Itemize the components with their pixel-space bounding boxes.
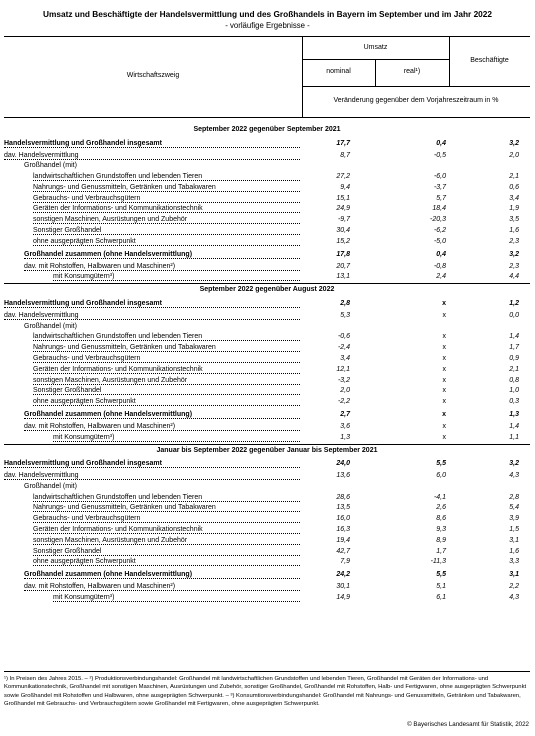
employees-value: 2,8 — [509, 493, 519, 501]
nominal-value: 13,1 — [336, 273, 350, 281]
row-label: dav. Handelsvermittlung — [4, 471, 300, 480]
row-label: mit Konsumgütern³) — [53, 593, 300, 602]
nominal-value: 28,6 — [336, 493, 350, 501]
nominal-value: 17,7 — [336, 139, 350, 147]
nominal-value: 1,3 — [340, 433, 350, 441]
employees-value: 0,6 — [509, 183, 519, 191]
nominal-value: 2,0 — [340, 387, 350, 395]
table-row — [4, 226, 530, 237]
table-row — [4, 525, 530, 536]
table-row — [4, 237, 530, 248]
real-value: -20,3 — [430, 216, 446, 224]
nominal-value: 15,2 — [336, 237, 350, 245]
real-value: x — [442, 410, 446, 418]
real-value: 5,7 — [436, 194, 446, 202]
row-label: dav. mit Rohstoffen, Halbwaren und Maschinen²) — [24, 582, 300, 591]
real-value: x — [442, 365, 446, 373]
row-label: Handelsvermittlung und Großhandel insgesamt — [4, 457, 300, 468]
row-label: dav. Handelsvermittlung — [4, 311, 300, 320]
table-row — [4, 183, 530, 194]
real-value: x — [442, 299, 446, 307]
row-label: Nahrungs- und Genussmitteln, Getränken und Tabakwaren — [33, 503, 300, 512]
nominal-value: 8,7 — [340, 151, 350, 159]
row-label: Großhandel zusammen (ohne Handelsvermittlung) — [24, 408, 300, 419]
employees-value: 0,9 — [509, 354, 519, 362]
employees-value: 1,6 — [509, 547, 519, 555]
table-row — [4, 365, 530, 376]
nominal-value: -9,7 — [337, 216, 350, 224]
row-label: Nahrungs- und Genussmitteln, Getränken und Tabakwaren — [33, 183, 300, 192]
table-row — [4, 172, 530, 183]
employees-value: 1,3 — [509, 410, 519, 418]
table-row — [4, 204, 530, 215]
employees-value: 2,3 — [509, 237, 519, 245]
table-row — [4, 332, 530, 343]
real-value: 6,0 — [436, 472, 446, 480]
nominal-value: 14,9 — [336, 594, 350, 601]
nominal-value: 15,1 — [336, 194, 350, 202]
table-row — [4, 297, 530, 311]
row-label: sonstigen Maschinen, Ausrüstungen und Zubehör — [33, 536, 300, 545]
real-value: 6,1 — [436, 594, 446, 601]
nominal-value: 24,2 — [336, 571, 350, 579]
table-row — [4, 408, 530, 422]
employees-value: 3,2 — [509, 139, 519, 147]
table-row — [4, 397, 530, 408]
employees-value: 4,3 — [509, 472, 519, 480]
nominal-value: 30,4 — [336, 227, 350, 235]
nominal-value: 19,4 — [336, 536, 350, 544]
nominal-value: 20,7 — [336, 262, 350, 270]
real-value: 5,5 — [436, 571, 446, 579]
copyright: © Bayerisches Landesamt für Statistik, 2022 — [407, 721, 529, 728]
page-subtitle: - vorläufige Ergebnisse - — [225, 21, 310, 30]
real-value: -6,2 — [433, 227, 446, 235]
nominal-value: 27,2 — [336, 173, 350, 181]
nominal-value: 24,9 — [336, 205, 350, 213]
real-value: x — [442, 311, 446, 319]
nominal-value: 13,5 — [336, 504, 350, 512]
table-row — [4, 557, 530, 568]
real-value: x — [442, 387, 446, 395]
nominal-value: 17,8 — [336, 250, 350, 258]
nominal-value: 24,0 — [336, 460, 350, 468]
table-row — [4, 482, 530, 493]
employees-value: 1,5 — [509, 526, 519, 534]
table-row — [4, 311, 530, 322]
real-value: x — [442, 333, 446, 341]
nominal-value: 3,4 — [340, 354, 350, 362]
row-label: landwirtschaftlichen Grundstoffen und lebenden Tieren — [33, 493, 300, 502]
table-row — [4, 215, 530, 226]
row-label: Großhandel (mit) — [24, 482, 77, 490]
real-value: x — [442, 433, 446, 441]
nominal-value: 9,4 — [340, 183, 350, 191]
real-value: -4,1 — [433, 493, 446, 501]
real-value: 2,4 — [436, 273, 446, 281]
employees-value: 3,4 — [509, 194, 519, 202]
real-value: 5,5 — [436, 460, 446, 468]
table-row — [4, 503, 530, 514]
row-label: Großhandel zusammen (ohne Handelsvermittlung) — [24, 248, 300, 259]
real-value: 0,4 — [436, 139, 446, 147]
row-label: Großhandel (mit) — [24, 322, 77, 330]
table-row — [4, 354, 530, 365]
employees-value: 3,1 — [509, 536, 519, 544]
table-row — [4, 536, 530, 547]
table-row — [4, 568, 530, 582]
section-title: September 2022 gegenüber September 2021 — [193, 126, 341, 133]
row-label: Gebrauchs- und Verbrauchsgütern — [33, 354, 300, 363]
row-label: landwirtschaftlichen Grundstoffen und lebenden Tieren — [33, 172, 300, 181]
employees-value: 3,5 — [509, 216, 519, 224]
employees-value: 0,0 — [509, 311, 519, 319]
real-value: -0,8 — [433, 262, 446, 270]
nominal-value: 13,6 — [336, 472, 350, 480]
employees-value: 0,3 — [509, 398, 519, 406]
header-veraenderung: Veränderung gegenüber dem Vorjahreszeitraum in % — [333, 97, 499, 104]
employees-value: 1,4 — [509, 422, 519, 430]
row-label: sonstigen Maschinen, Ausrüstungen und Zubehör — [33, 215, 300, 224]
header-beschaeftigte: Beschäftigte — [470, 57, 509, 64]
row-label: Nahrungs- und Genussmitteln, Getränken und Tabakwaren — [33, 343, 300, 352]
nominal-value: -3,2 — [337, 376, 350, 384]
nominal-value: 16,3 — [336, 526, 350, 534]
row-label: Geräten der Informations- und Kommunikationstechnik — [33, 525, 300, 534]
row-label: Handelsvermittlung und Großhandel insgesamt — [4, 137, 300, 148]
real-value: x — [442, 354, 446, 362]
real-value: 0,4 — [436, 250, 446, 258]
nominal-value: 42,7 — [336, 547, 350, 555]
nominal-value: -2,2 — [337, 398, 350, 406]
real-value: 8,6 — [436, 515, 446, 523]
employees-value: 0,8 — [509, 376, 519, 384]
data-table — [4, 124, 530, 604]
row-label: mit Konsumgütern³) — [53, 433, 300, 442]
row-label: ohne ausgeprägten Schwerpunkt — [33, 237, 300, 246]
table-row — [4, 457, 530, 471]
row-label: dav. mit Rohstoffen, Halbwaren und Maschinen²) — [24, 262, 300, 271]
row-label: ohne ausgeprägten Schwerpunkt — [33, 397, 300, 406]
table-row — [4, 137, 530, 151]
real-value: x — [442, 422, 446, 430]
nominal-value: -2,4 — [337, 344, 350, 352]
employees-value: 1,0 — [509, 387, 519, 395]
table-row — [4, 376, 530, 387]
real-value: 8,9 — [436, 536, 446, 544]
table-header — [4, 36, 530, 118]
nominal-value: 5,3 — [340, 311, 350, 319]
employees-value: 1,7 — [509, 344, 519, 352]
nominal-value: -0,6 — [337, 333, 350, 341]
row-label: dav. mit Rohstoffen, Halbwaren und Maschinen²) — [24, 422, 300, 431]
row-label: Geräten der Informations- und Kommunikationstechnik — [33, 204, 300, 213]
employees-value: 2,2 — [509, 583, 519, 591]
employees-value: 1,2 — [509, 299, 519, 307]
table-row — [4, 322, 530, 333]
table-row — [4, 343, 530, 354]
employees-value: 4,3 — [509, 594, 519, 601]
employees-value: 2,0 — [509, 151, 519, 159]
header-rule — [302, 59, 449, 60]
nominal-value: 7,9 — [340, 558, 350, 566]
employees-value: 2,3 — [509, 262, 519, 270]
real-value: -5,0 — [433, 237, 446, 245]
table-row — [4, 471, 530, 482]
nominal-value: 3,6 — [340, 422, 350, 430]
nominal-value: 16,0 — [336, 515, 350, 523]
table-row — [4, 493, 530, 504]
real-value: 9,3 — [436, 526, 446, 534]
row-label: Großhandel zusammen (ohne Handelsvermittlung) — [24, 568, 300, 579]
real-value: -0,5 — [433, 151, 446, 159]
header-real: real¹) — [403, 68, 421, 75]
table-row — [4, 386, 530, 397]
table-row — [4, 248, 530, 262]
row-label: landwirtschaftlichen Grundstoffen und lebenden Tieren — [33, 332, 300, 341]
employees-value: 3,3 — [509, 558, 519, 566]
row-label: Handelsvermittlung und Großhandel insgesamt — [4, 297, 300, 308]
table-row — [4, 514, 530, 525]
nominal-value: 2,7 — [340, 410, 350, 418]
row-label: dav. Handelsvermittlung — [4, 151, 300, 160]
employees-value: 3,1 — [509, 571, 519, 579]
employees-value: 4,4 — [509, 273, 519, 281]
table-row — [4, 582, 530, 593]
employees-value: 3,9 — [509, 515, 519, 523]
row-label: Gebrauchs- und Verbrauchsgütern — [33, 194, 300, 203]
real-value: 1,7 — [436, 547, 446, 555]
real-value: -6,0 — [433, 173, 446, 181]
employees-value: 3,2 — [509, 460, 519, 468]
real-value: x — [442, 344, 446, 352]
section-title: September 2022 gegenüber August 2022 — [199, 286, 335, 294]
row-label: sonstigen Maschinen, Ausrüstungen und Zubehör — [33, 376, 300, 385]
row-label: ohne ausgeprägten Schwerpunkt — [33, 557, 300, 566]
table-row — [4, 272, 530, 283]
nominal-value: 30,1 — [336, 583, 350, 591]
table-row — [4, 151, 530, 162]
header-nominal: nominal — [326, 68, 351, 75]
real-value: x — [442, 398, 446, 406]
row-label: Großhandel (mit) — [24, 162, 77, 170]
row-label: mit Konsumgütern³) — [53, 272, 300, 281]
nominal-value: 12,1 — [336, 365, 350, 373]
employees-value: 1,1 — [509, 433, 519, 441]
real-value: 2,6 — [436, 504, 446, 512]
real-value: 5,1 — [436, 583, 446, 591]
employees-value: 3,2 — [509, 250, 519, 258]
table-row — [4, 433, 530, 444]
table-row — [4, 161, 530, 172]
section-title: Januar bis September 2022 gegenüber Januar bis September 2021 — [156, 446, 378, 454]
real-value: x — [442, 376, 446, 384]
table-row — [4, 422, 530, 433]
row-label: Sonstiger Großhandel — [33, 226, 300, 235]
table-row — [4, 547, 530, 558]
table-row — [4, 262, 530, 273]
header-umsatz: Umsatz — [363, 44, 388, 51]
employees-value: 5,4 — [509, 504, 519, 512]
header-wirtschaftszweig: Wirtschaftszweig — [126, 72, 180, 79]
nominal-value: 2,8 — [340, 299, 350, 307]
employees-value: 1,9 — [509, 205, 519, 213]
page-title: Umsatz und Beschäftigte der Handelsvermittlung und des Großhandels in Bayern im September und im Jahr 2022 — [42, 9, 493, 19]
employees-value: 1,6 — [509, 227, 519, 235]
row-label: Sonstiger Großhandel — [33, 386, 300, 395]
real-value: 18,4 — [432, 205, 446, 213]
row-label: Gebrauchs- und Verbrauchsgütern — [33, 514, 300, 523]
employees-value: 2,1 — [509, 173, 519, 181]
row-label: Geräten der Informations- und Kommunikationstechnik — [33, 365, 300, 374]
footnote: ¹) In Preisen des Jahres 2015. – ²) Produktionsverbindungshandel: Großhandel mit landwirtschaftlichen Grundstoffen und lebenden Tieren, Großhandel mit Geräten der Informations- und Kommunikationstechnik, Großhandel mit sonstigen Maschinen, Ausrüstungen und Zubehör, sonstiger Großhandel, Großhandel mit Rohstoffen, Halb- und Fertigwaren, ohne ausgeprägten Schwerpunkt sowie Großhandel mit Rohstoffen und Halbwaren, ohne ausgeprägten Schwerpunkt. – ³) Konsumtionsverbindungshandel: Großhandel mit Nahrungs- und Genussmitteln, Getränken und Tabakwaren, Großhandel mit Gebrauchs- und Verbrauchsgütern sowie Großhandel mit Fertigwaren, ohne ausgeprägten Schwerpunkt. — [4, 671, 530, 708]
real-value: -3,7 — [433, 183, 446, 191]
row-label: Sonstiger Großhandel — [33, 547, 300, 556]
header-rule — [302, 86, 530, 87]
employees-value: 2,1 — [509, 365, 519, 373]
employees-value: 1,4 — [509, 333, 519, 341]
table-row — [4, 194, 530, 205]
real-value: -11,3 — [430, 558, 446, 566]
table-row — [4, 593, 530, 604]
